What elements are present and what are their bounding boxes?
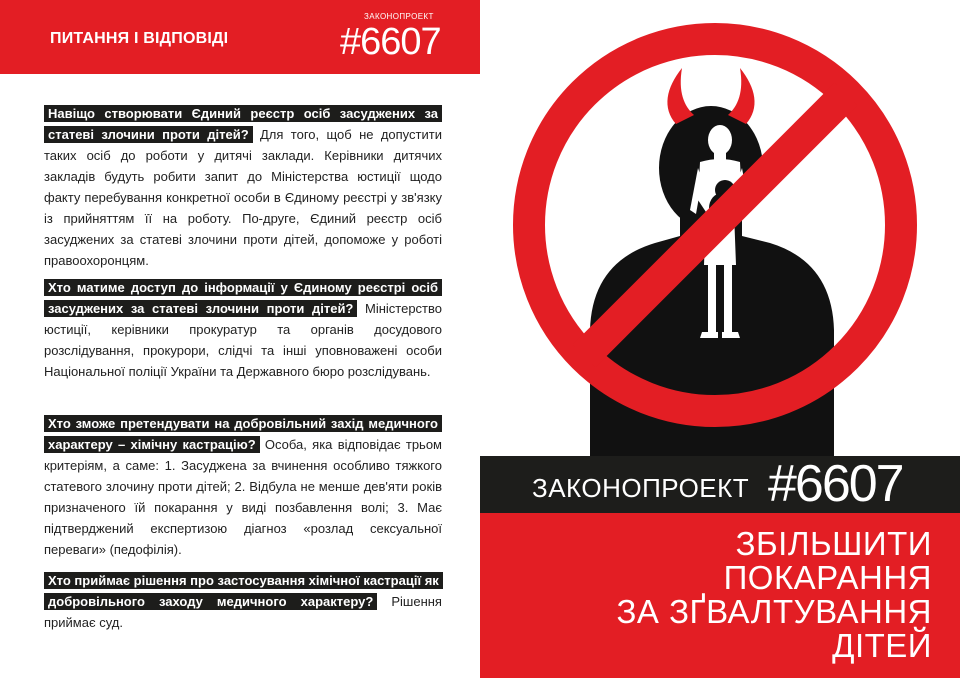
logo-caption: ЗАКОНОПРОЕКТ: [364, 12, 434, 21]
logo-number: #6607: [340, 21, 441, 63]
question: Хто зможе претендувати на добровільний захід медичного характеру – хімічну кастрацію?: [44, 415, 442, 453]
question: Хто матиме доступ до інформації у Єдиному реєстрі осіб засуджених за статеві злочини проти дітей?: [44, 279, 442, 317]
qa-item: [44, 413, 442, 560]
qa-item: [44, 570, 442, 633]
qa-item: [44, 103, 442, 271]
header-bar: [0, 0, 480, 74]
section-title: ПИТАННЯ І ВІДПОВІДІ: [50, 30, 229, 47]
slogan-line: ЗБІЛЬШИТИ: [735, 525, 932, 562]
bill-number: #6607: [768, 455, 903, 513]
bill-band: [480, 456, 960, 513]
slogan-line: ЗА ЗҐВАЛТУВАННЯ: [616, 593, 932, 630]
slogan-line: ПОКАРАННЯ: [723, 559, 932, 596]
answer: Міністерство юстиції, керівники прокуратур та органів досудового розслідування, прокурори, слідчі та інші уповноважені особи Національної поліції України та Державного бюро розслідувань.: [44, 301, 442, 379]
poster-page: [480, 0, 960, 678]
poster-illustration: [480, 0, 960, 456]
qa-item: [44, 277, 442, 382]
question: Навіщо створювати Єдиний реєстр осіб засуджених за статеві злочини проти дітей?: [44, 105, 442, 143]
bill-logo-small: [340, 12, 441, 62]
answer: Для того, щоб не допустити таких осіб до роботи у дитячі заклади. Керівники дитячих закладів будуть робити запит до Міністерства юстиції щодо факту перебування конкретної особи в Єдиному реєстрі у зв'язку із прийняттям її на роботу. По-друге, Єдиний реєстр осіб засуджених за статеві злочини проти дітей, допоможе у роботі правоохоронцям.: [44, 127, 442, 268]
answer: Рішення приймає суд.: [44, 594, 442, 630]
question: Хто приймає рішення про застосування хімічної кастрації як добровільного заходу медичного характеру?: [44, 572, 443, 610]
slogan-line: ДІТЕЙ: [832, 627, 932, 664]
answer: Особа, яка відповідає трьом критеріям, а саме: 1. Засуджена за вчинення особливо тяжкого статевого злочину проти дітей; 2. Відбула не менше дев'яти років призначеного їй покарання у виді позбавлення волі; 3. Має підтверджений експертизою діагноз «розлад сексуальної переваги» (педофілія).: [44, 437, 442, 557]
bill-label: ЗАКОНОПРОЕКТ: [532, 473, 750, 503]
slogan-box: [480, 513, 960, 678]
